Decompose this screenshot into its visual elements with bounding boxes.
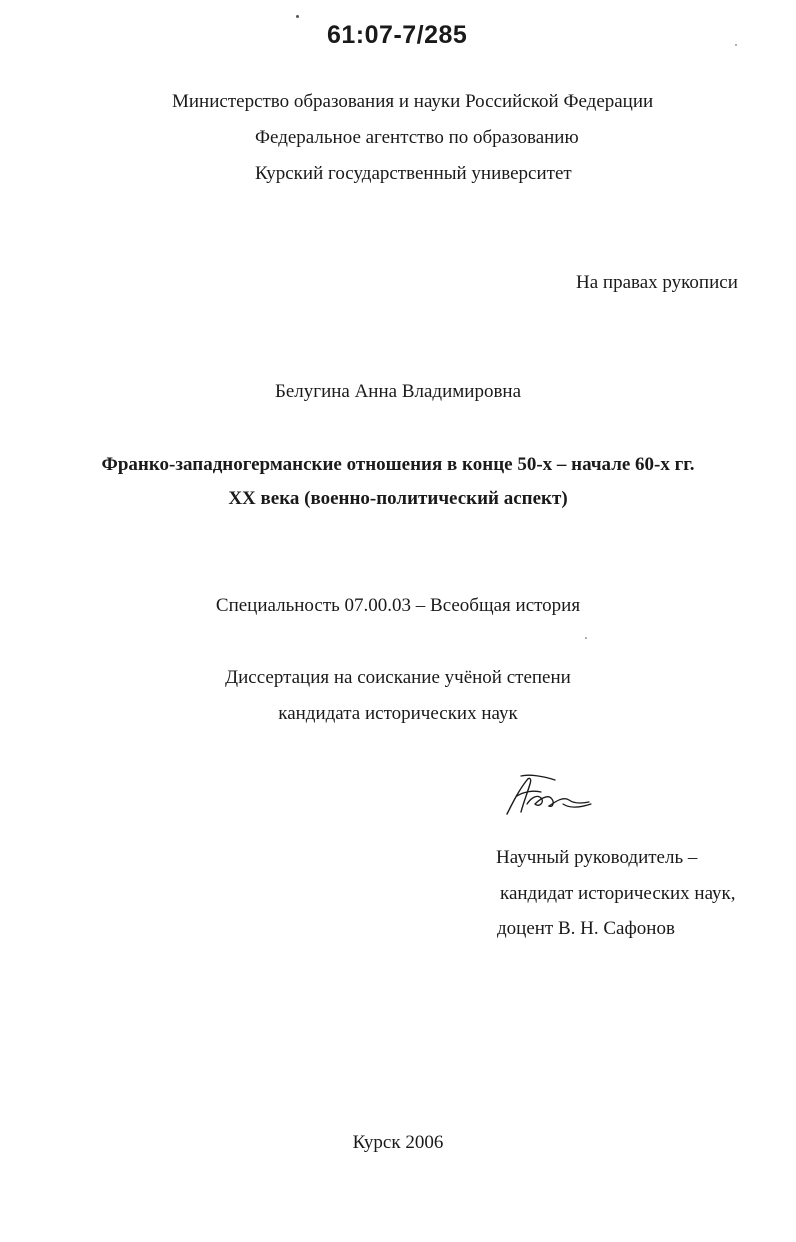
specialty: Специальность 07.00.03 – Всеобщая история (215, 595, 581, 616)
scan-speck (585, 637, 587, 639)
scan-speck (296, 15, 299, 18)
thesis-title-line-2: XX века (военно-политический аспект) (228, 488, 568, 509)
manuscript-note: На правах рукописи (576, 272, 738, 293)
scan-speck (735, 44, 737, 46)
supervisor-degree: кандидат исторических наук, (500, 883, 736, 904)
city-year: Курск 2006 (352, 1132, 444, 1153)
degree-line-1: Диссертация на соискание учёной степени (225, 667, 571, 688)
catalog-number: 61:07-7/285 (327, 21, 468, 49)
signature-image (503, 772, 595, 820)
institution-ministry: Министерство образования и науки Российской Федерации (172, 91, 654, 112)
institution-agency: Федеральное агентство по образованию (255, 127, 579, 148)
supervisor-role: Научный руководитель – (496, 847, 698, 868)
institution-university: Курский государственный университет (255, 163, 572, 184)
supervisor-name: доцент В. Н. Сафонов (497, 918, 675, 939)
thesis-title-line-1: Франко-западногерманские отношения в конце 50-х – начале 60-х гг. (101, 454, 695, 475)
degree-line-2: кандидата исторических наук (278, 703, 518, 724)
author-name: Белугина Анна Владимировна (274, 381, 522, 402)
